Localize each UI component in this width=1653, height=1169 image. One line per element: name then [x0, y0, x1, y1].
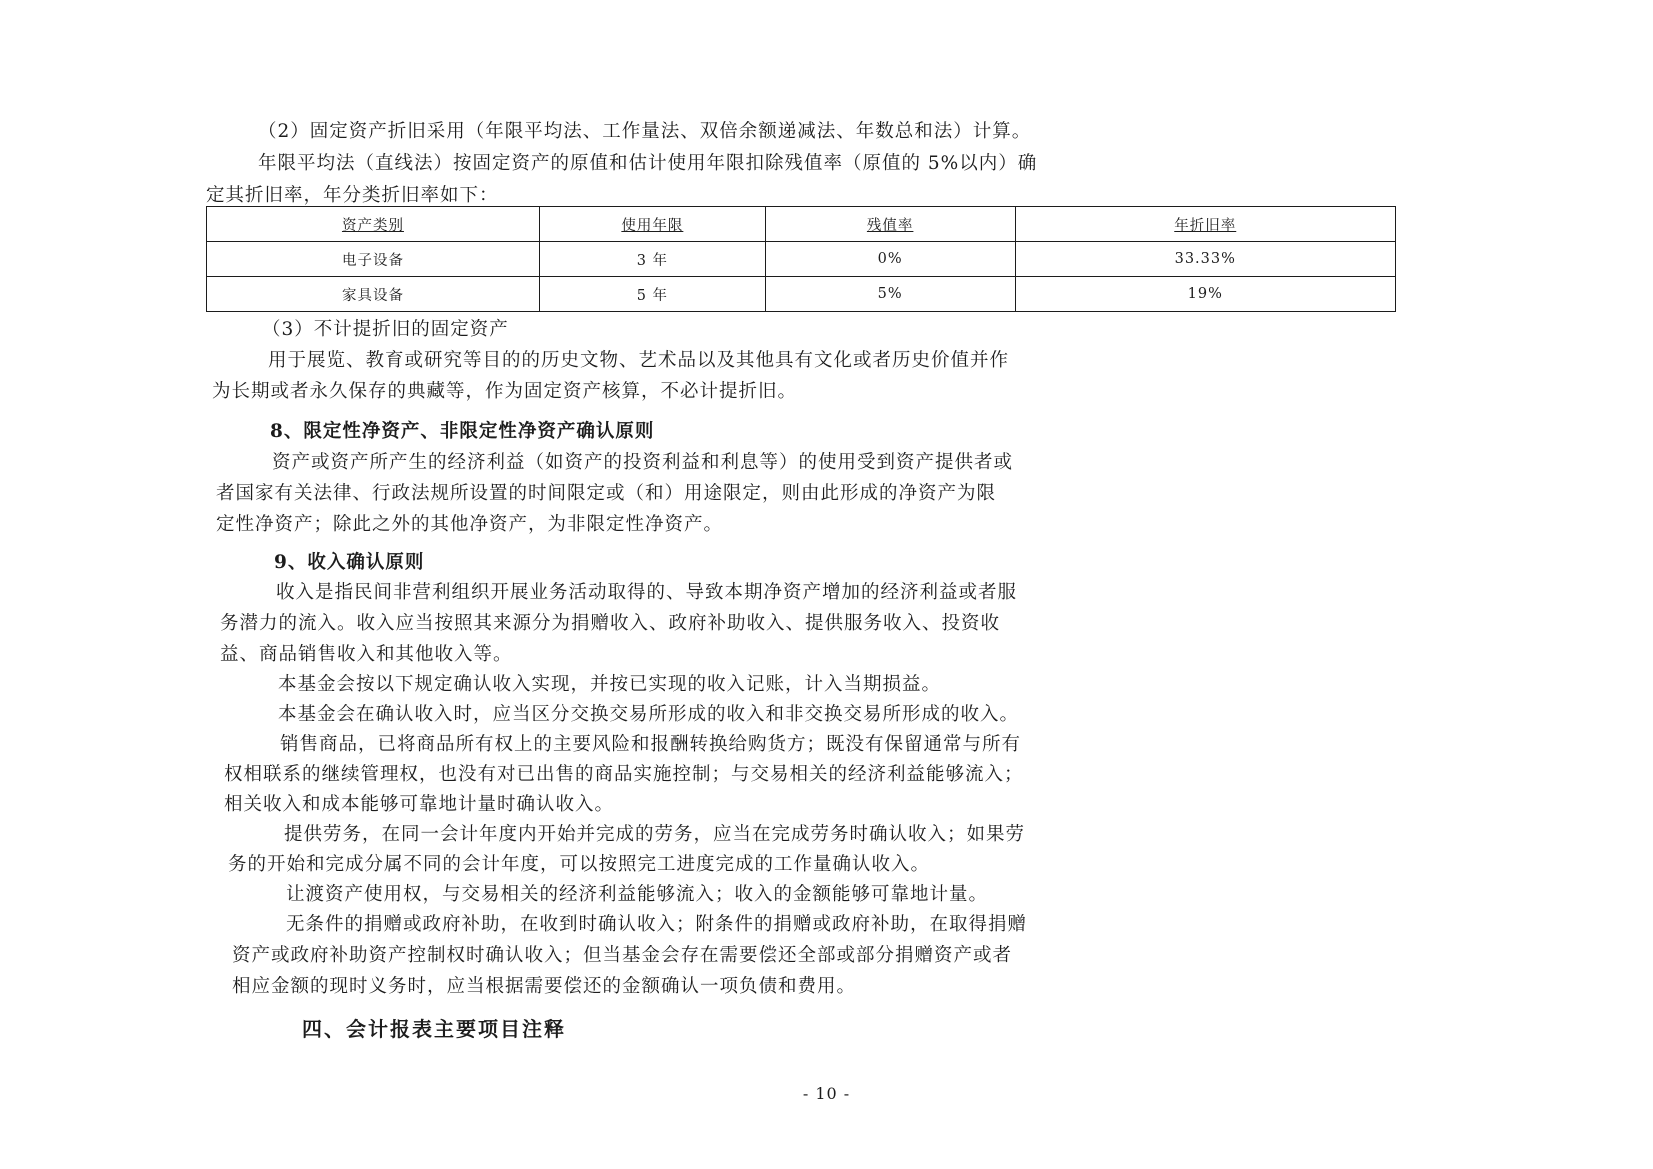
paragraph-line: 务的开始和完成分属不同的会计年度，可以按照完工进度完成的工作量确认收入。 — [228, 854, 931, 875]
paragraph-line: 本基金会在确认收入时，应当区分交换交易所形成的收入和非交换交易所形成的收入。 — [278, 704, 1020, 725]
table-row — [207, 277, 1396, 312]
paragraph-line: 权相联系的继续管理权，也没有对已出售的商品实施控制；与交易相关的经济利益能够流入； — [224, 764, 1024, 785]
paragraph-line: 用于展览、教育或研究等目的的历史文物、艺术品以及其他具有文化或者历史价值并作 — [268, 350, 1010, 371]
table-cell: 0% — [765, 242, 1015, 277]
paragraph-line: 益、商品销售收入和其他收入等。 — [220, 644, 513, 665]
paragraph-line: 资产或政府补助资产控制权时确认收入；但当基金会存在需要偿还全部或部分捐赠资产或者 — [232, 945, 1013, 966]
table-header-row — [207, 207, 1396, 242]
paragraph-line: 相关收入和成本能够可靠地计量时确认收入。 — [224, 794, 615, 815]
table-cell: 19% — [1015, 277, 1396, 312]
table-header-cell: 年折旧率 — [1015, 207, 1396, 242]
paragraph-line: 资产或资产所产生的经济利益（如资产的投资利益和利息等）的使用受到资产提供者或 — [272, 452, 1014, 473]
section-3-title: （3）不计提折旧的固定资产 — [262, 319, 509, 340]
paragraph-line: 销售商品，已将商品所有权上的主要风险和报酬转换给购货方；既没有保留通常与所有 — [280, 734, 1022, 755]
paragraph-line: 无条件的捐赠或政府补助，在收到时确认收入；附条件的捐赠或政府补助，在取得捐赠 — [286, 914, 1028, 935]
section-4-heading: 四、会计报表主要项目注释 — [302, 1017, 566, 1041]
paragraph-line: 定性净资产；除此之外的其他净资产，为非限定性净资产。 — [216, 514, 724, 535]
paragraph-line: 务潜力的流入。收入应当按照其来源分为捐赠收入、政府补助收入、提供服务收入、投资收 — [220, 613, 1001, 634]
paragraph-line: 年限平均法（直线法）按固定资产的原值和估计使用年限扣除残值率（原值的 5%以内）确 — [258, 153, 1038, 174]
table-cell: 电子设备 — [207, 242, 540, 277]
section-8-heading: 8、限定性净资产、非限定性净资产确认原则 — [270, 421, 655, 442]
paragraph-line: 提供劳务，在同一会计年度内开始并完成的劳务，应当在完成劳务时确认收入；如果劳 — [284, 824, 1026, 845]
table-cell: 3 年 — [539, 242, 765, 277]
paragraph-line: 收入是指民间非营利组织开展业务活动取得的、导致本期净资产增加的经济利益或者服 — [276, 582, 1018, 603]
table-header-cell: 资产类别 — [207, 207, 540, 242]
paragraph-line: （2）固定资产折旧采用（年限平均法、工作量法、双倍余额递减法、年数总和法）计算。 — [258, 121, 1032, 142]
table-cell: 家具设备 — [207, 277, 540, 312]
page-number: - 10 - — [802, 1084, 851, 1103]
paragraph-line: 相应金额的现时义务时，应当根据需要偿还的金额确认一项负债和费用。 — [232, 976, 857, 997]
paragraph-line: 本基金会按以下规定确认收入实现，并按已实现的收入记账，计入当期损益。 — [278, 674, 942, 695]
paragraph-line: 定其折旧率，年分类折旧率如下： — [206, 185, 499, 206]
section-9-heading: 9、收入确认原则 — [274, 552, 425, 573]
table-header-cell: 残值率 — [765, 207, 1015, 242]
table-cell: 5 年 — [539, 277, 765, 312]
table-cell: 33.33% — [1015, 242, 1396, 277]
table-header-cell: 使用年限 — [539, 207, 765, 242]
paragraph-line: 为长期或者永久保存的典藏等，作为固定资产核算，不必计提折旧。 — [212, 381, 798, 402]
depreciation-rate-table — [206, 206, 1396, 312]
table-cell: 5% — [765, 277, 1015, 312]
paragraph-line: 让渡资产使用权，与交易相关的经济利益能够流入；收入的金额能够可靠地计量。 — [286, 884, 989, 905]
table-row — [207, 242, 1396, 277]
paragraph-line: 者国家有关法律、行政法规所设置的时间限定或（和）用途限定，则由此形成的净资产为限 — [216, 483, 997, 504]
